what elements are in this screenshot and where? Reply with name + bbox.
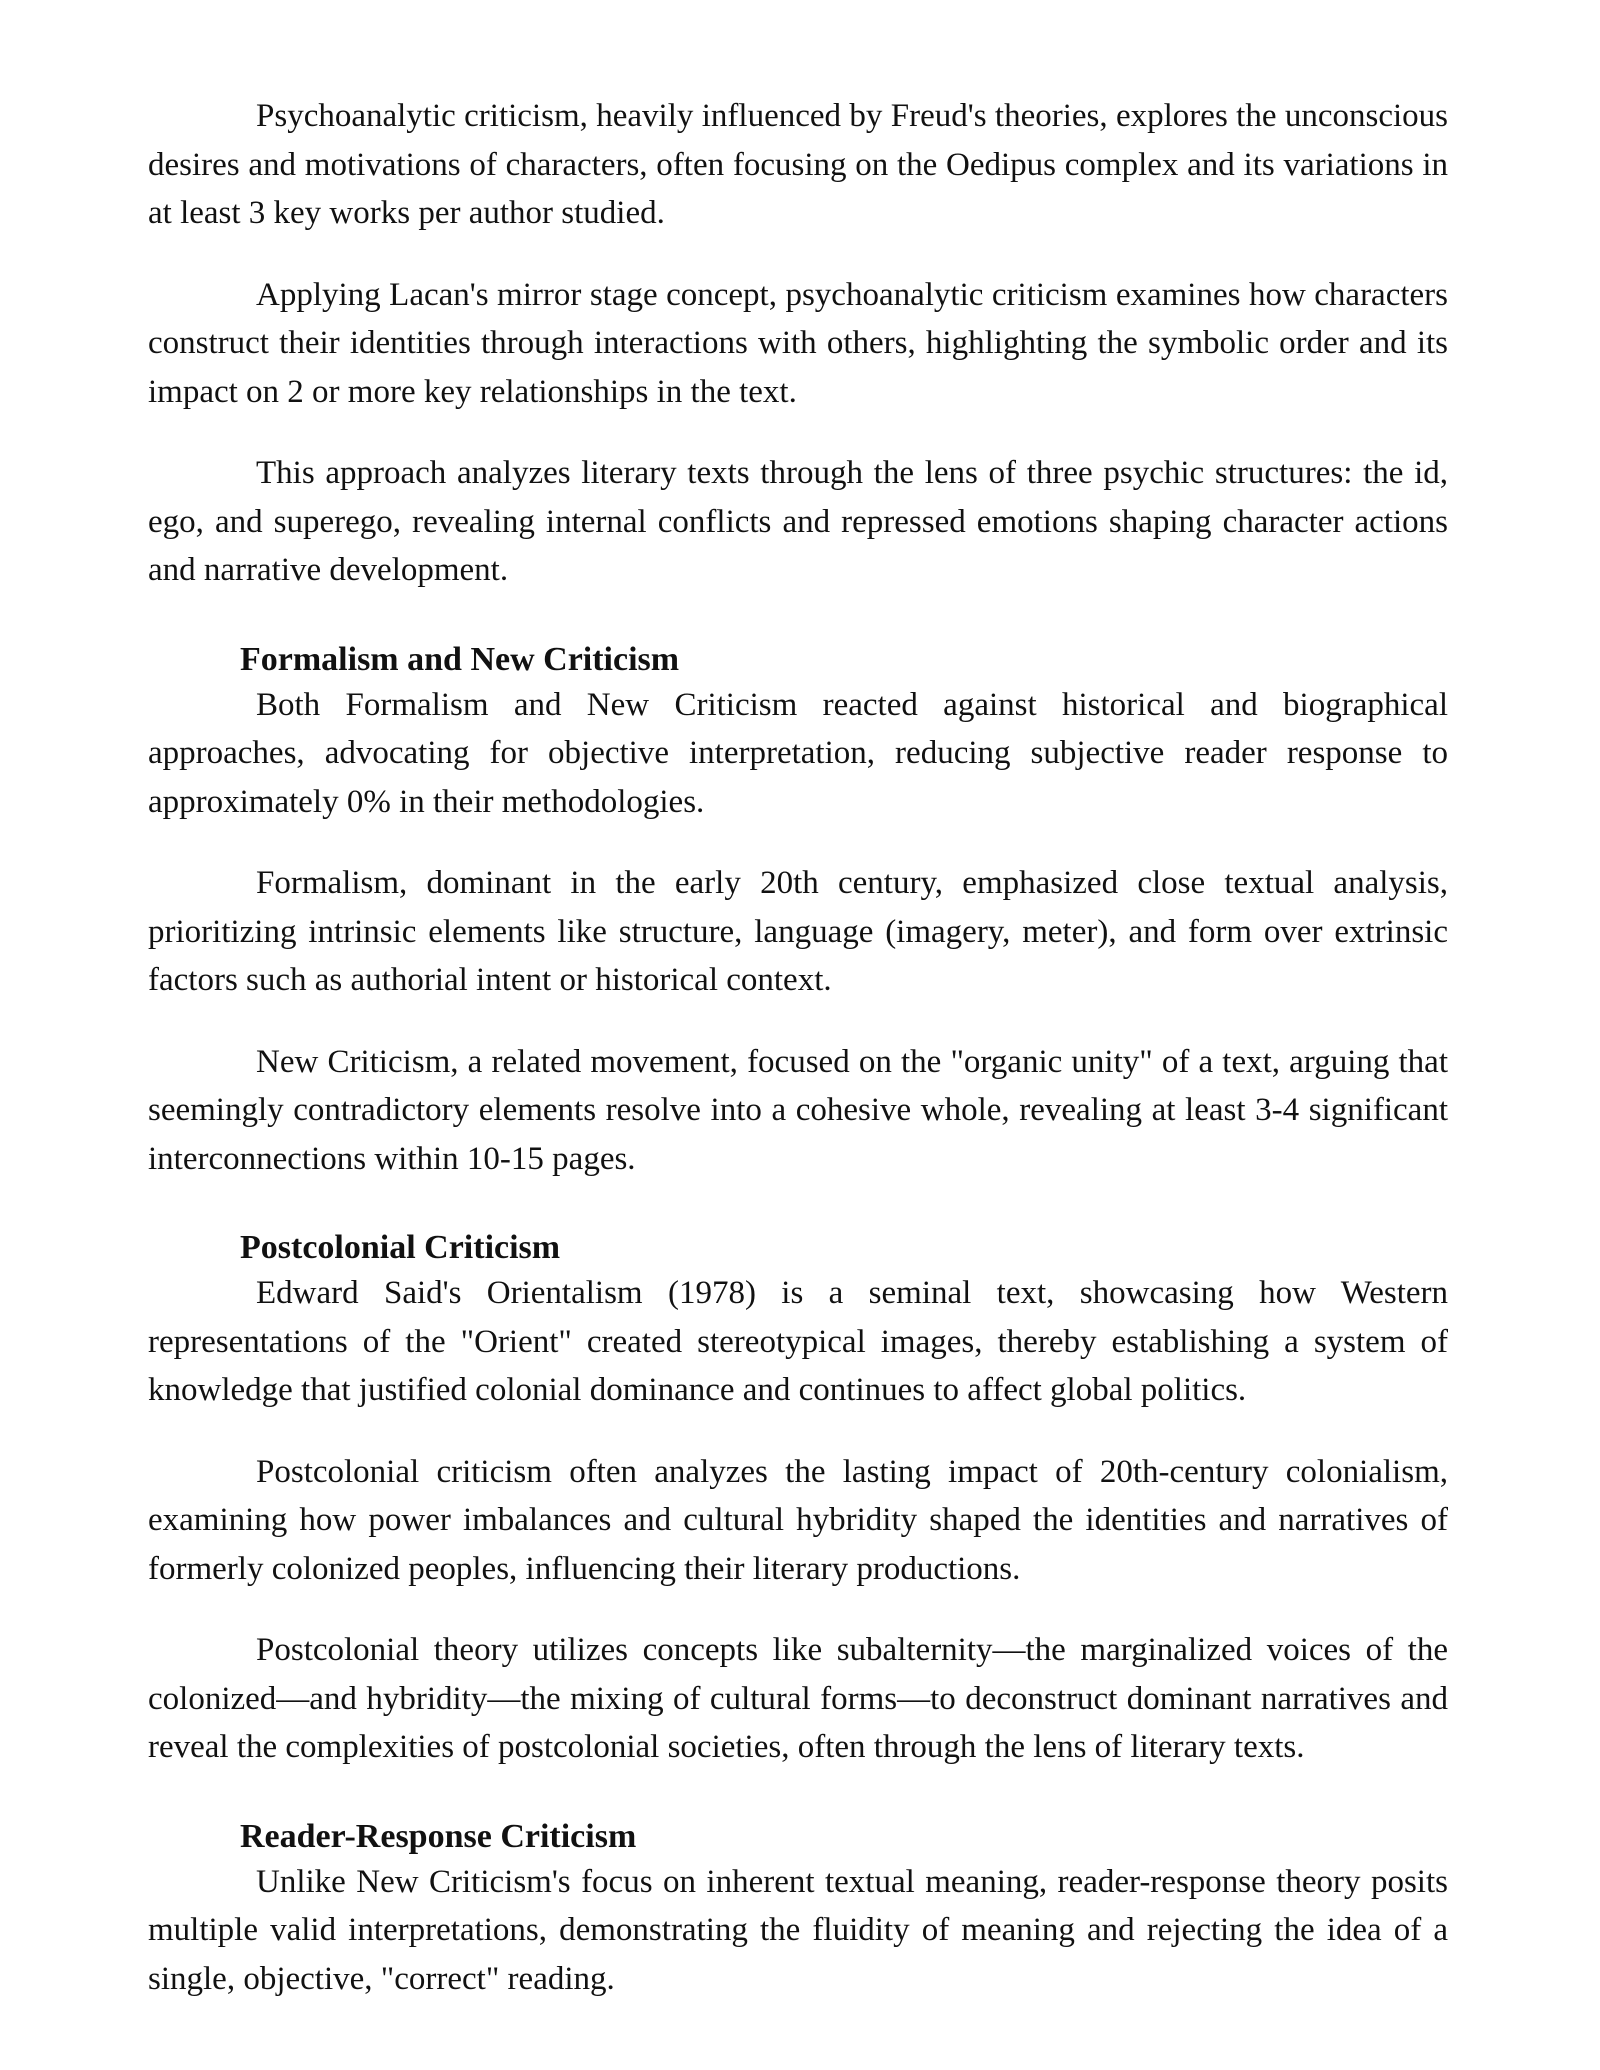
paragraph: Unlike New Criticism's focus on inherent textual meaning, reader-response theory posits multiple valid interpretations, demonstrating the fluidity of meaning and rejecting the idea of a single, objective, "correct" reading. — [148, 1863, 1448, 1997]
paragraph: Postcolonial theory utilizes concepts like subalternity—the marginalized voices of the colonized—and hybridity—the mixing of cultural forms—to deconstruct dominant narratives and reveal the complexities of postcolonial societies, often through the lens of literary texts. — [148, 1632, 1448, 1765]
paragraph: Psychoanalytic criticism, heavily influenced by Freud's theories, explores the unconscious desires and motivations of characters, often focusing on the Oedipus complex and its variations in at least 3 key works per author studied. — [148, 98, 1448, 231]
paragraph: Postcolonial criticism often analyzes the lasting impact of 20th-century colonialism, examining how power imbalances and cultural hybridity shaped the identities and narratives of formerly colonized peoples, influencing their literary productions. — [148, 1453, 1448, 1587]
paragraph: Edward Said's Orientalism (1978) is a seminal text, showcasing how Western representations of the "Orient" created stereotypical images, thereby establishing a system of knowledge that justified colonial dominance and continues to affect global politics. — [148, 1275, 1448, 1408]
paragraph: This approach analyzes literary texts through the lens of three psychic structures: the id, ego, and superego, revealing internal conflicts and repressed emotions shaping character actions and narrative development. — [148, 455, 1448, 588]
section-heading: Formalism and New Criticism — [240, 640, 680, 678]
section-heading: Reader-Response Criticism — [240, 1817, 637, 1855]
paragraph: New Criticism, a related movement, focused on the "organic unity" of a text, arguing that seemingly contradictory elements resolve into a cohesive whole, revealing at least 3-4 significant interconnections within 10-15 pages. — [148, 1043, 1448, 1177]
paragraph: Formalism, dominant in the early 20th century, emphasized close textual analysis, prioritizing intrinsic elements like structure, language (imagery, meter), and form over extrinsic factors such as authorial intent or historical context. — [148, 865, 1448, 998]
paragraph: Applying Lacan's mirror stage concept, psychoanalytic criticism examines how characters construct their identities through interactions with others, highlighting the symbolic order and its impact on 2 or more key relationships in the text. — [148, 276, 1448, 410]
paragraph: Both Formalism and New Criticism reacted against historical and biographical approaches, advocating for objective interpretation, reducing subjective reader response to approximately 0% in their methodologies. — [148, 686, 1448, 820]
section-heading: Postcolonial Criticism — [240, 1229, 561, 1266]
document-page — [148, 92, 1448, 2036]
